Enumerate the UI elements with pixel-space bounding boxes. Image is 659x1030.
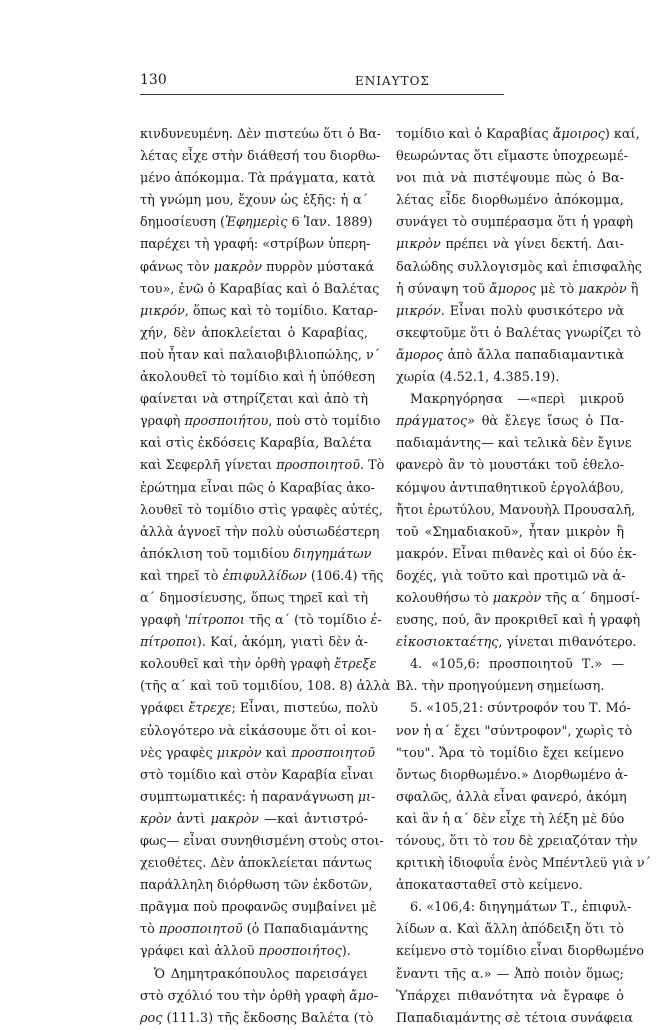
page-header	[140, 72, 504, 90]
text-segment: ἡ σύναψη τοῦ	[396, 281, 490, 297]
text-segment: παράλληλη διόρθωση τῶν ἐκδοτῶν,	[140, 878, 373, 894]
text-line	[140, 124, 382, 146]
text-segment: κριτικὴ ἰδιοφυΐα ἑνὸς Μπέντλεϋ γιὰ ν΄	[396, 856, 652, 872]
text-line	[140, 500, 383, 522]
text-line	[396, 853, 652, 875]
text-segment: τὸ	[140, 922, 159, 938]
text-segment: φάνως τὸν	[140, 259, 214, 275]
text-line	[396, 1008, 634, 1030]
text-line	[140, 964, 368, 986]
text-segment: καὶ ἂν ἡ α΄ δὲν εἶχε τὴ λέξη μὲ δύο	[396, 811, 625, 827]
text-segment: ἀλλὰ ἀγνοεῖ τὴν πολὺ οὐσιωδέστερη	[140, 524, 380, 540]
text-line	[396, 610, 641, 632]
text-line	[396, 544, 637, 566]
text-line	[396, 168, 624, 190]
left-text-column	[140, 124, 391, 1030]
text-line	[140, 190, 368, 212]
text-segment: καὶ Σεφερλῆ γίνεται	[140, 458, 277, 474]
text-line	[140, 234, 371, 256]
text-line	[396, 367, 624, 389]
text-segment: δὲ χρειαζόταν τὴν	[514, 834, 638, 849]
text-line	[140, 323, 368, 345]
italic-text: προσποιήτος	[258, 944, 342, 960]
text-line	[140, 676, 391, 698]
text-line	[396, 500, 636, 522]
text-segment: 5. «105,21: σύντροφόν του Τ. Μό-	[410, 701, 631, 717]
text-segment: μένο ἀπόκομμα. Τὰ πράγματα, κατὰ	[140, 171, 376, 187]
text-segment: μακρόν. Εἶναι πιθανὲς καὶ οἱ δύο ἐκ-	[396, 546, 637, 562]
text-line	[396, 765, 628, 787]
italic-text: ρος	[140, 1010, 163, 1026]
text-segment: γραφὴ	[140, 414, 185, 430]
text-line	[140, 301, 378, 323]
text-line	[396, 632, 637, 654]
text-segment: Μακρηγόρησα —«περὶ μικροῦ	[410, 392, 624, 408]
text-line	[140, 919, 368, 941]
text-segment: τῆς α΄ δημοσί-	[541, 590, 640, 606]
text-line	[140, 632, 368, 654]
text-segment: δοχές, γιὰ τοῦτο καὶ προτιμῶ νὰ ἀ-	[396, 568, 626, 584]
text-segment: . Εἶναι πολὺ φυσικότερο νὰ	[440, 303, 624, 319]
text-line	[140, 875, 373, 897]
text-line	[396, 654, 624, 676]
text-segment: νὲς γραφὲς	[140, 745, 217, 761]
text-line	[140, 698, 379, 720]
text-segment: εὐλογότερο νὰ εἰκάσουμε ὅτι οἱ κοι-	[140, 723, 377, 739]
text-segment: χειοθέτες. Δὲν ἀποκλείεται πάντως	[140, 856, 372, 872]
text-segment: δημοσίευση (	[140, 215, 226, 231]
text-segment: λέτας εἶχε στὴν διάθεσή του διορθω-	[140, 149, 381, 165]
text-segment: γράφει	[140, 701, 189, 717]
italic-text: προσποιητοῦ	[158, 922, 243, 938]
text-line	[396, 831, 638, 853]
text-segment: τὴ γνώμη μου, ἔχουν ὡς ἑξῆς: ἡ α΄	[140, 193, 368, 209]
text-line	[396, 301, 624, 323]
text-line	[140, 588, 368, 610]
text-line	[140, 1008, 374, 1030]
text-segment: σφαλῶς, ἀλλὰ εἶναι φανερό, ἀκόμη	[396, 789, 627, 805]
text-line	[396, 389, 624, 411]
text-line	[140, 787, 376, 809]
text-line	[140, 212, 373, 234]
text-line	[396, 212, 633, 234]
text-line	[140, 721, 377, 743]
italic-text: του	[492, 834, 515, 849]
text-line	[140, 478, 375, 500]
italic-text: ἔτρεξε	[334, 657, 377, 673]
text-line	[140, 345, 381, 367]
text-line	[396, 455, 624, 477]
text-segment: λίδων α. Καὶ ἄλλη ἀπόδειξη ὅτι τὸ	[396, 922, 624, 938]
text-line	[140, 897, 377, 919]
text-segment: . Τὸ	[360, 458, 385, 474]
text-line	[140, 743, 376, 765]
text-line	[140, 455, 385, 477]
text-segment: ευσης, πού, ἂν προκριθεῖ καὶ ἡ γραφὴ	[396, 613, 641, 629]
text-segment: —καὶ ἀντιστρό-	[258, 811, 368, 827]
text-segment: πυρρὸν μύστακά	[262, 259, 375, 275]
text-line	[396, 566, 624, 588]
text-line	[140, 831, 384, 853]
text-line	[140, 544, 372, 566]
text-line	[140, 853, 372, 875]
text-segment: καὶ στὶς ἐκδόσεις Καραβία, Βαλέτα	[140, 436, 372, 452]
text-line	[140, 146, 381, 168]
text-line	[396, 478, 624, 500]
italic-text: μικρόν	[396, 303, 441, 319]
text-segment: (τῆς α΄ καὶ τοῦ τομιδίου, 108. 8) ἀλλὰ	[140, 679, 391, 695]
italic-text: προσποιήτου	[184, 414, 269, 430]
text-line	[396, 964, 624, 986]
italic-text: μακρὸν	[578, 281, 627, 297]
italic-text: μακρὸν	[210, 811, 259, 827]
text-line	[396, 323, 642, 345]
text-segment: του», ἐνῶ ὁ Καραβίας καὶ ὁ Βαλέτας	[140, 281, 380, 297]
text-segment: λέτας εἶδε διορθωμένο ἀπόκομμα,	[396, 193, 624, 209]
italic-text: προσποιητοῦ	[276, 458, 360, 474]
text-segment: ὄντως διορθωμένο.» Διορθωμένο ἀ-	[396, 767, 628, 783]
text-segment: τόνους, ὅτι τὸ	[396, 834, 493, 849]
text-line	[140, 389, 368, 411]
text-line	[396, 411, 624, 433]
text-line	[396, 941, 645, 963]
text-line	[140, 411, 381, 433]
text-line	[396, 588, 640, 610]
text-segment: ἀπὸ ἄλλα παπαδιαμαντικὰ	[443, 347, 624, 363]
text-segment: ).	[341, 944, 351, 960]
italic-text: μικρόν	[140, 303, 185, 319]
italic-text: ἄμοιρος	[552, 127, 605, 142]
italic-text: πίτροποι	[140, 635, 197, 651]
italic-text: ἐ-	[370, 613, 382, 629]
right-text-column	[396, 124, 652, 1030]
text-segment: χήν, δὲν ἀποκλείεται ὁ Καραβίας,	[140, 325, 368, 341]
text-segment: κολουθήσω τὸ	[396, 590, 493, 606]
text-line	[140, 610, 382, 632]
text-segment: θὰ ἔλεγε ἴσως ὁ Πα-	[474, 414, 624, 430]
text-line	[396, 257, 642, 279]
text-segment: κολουθεῖ καὶ τὴν ὀρθὴ γραφὴ	[140, 657, 335, 673]
text-segment: 4. «105,6: προσποιητοῦ Τ.» —	[410, 657, 624, 673]
text-segment: ἀποκατασταθεῖ στὸ κείμενο.	[396, 878, 583, 894]
text-line	[140, 433, 372, 455]
text-segment: κινδυνευμένη. Δὲν πιστεύω ὅτι ὁ Βα-	[140, 127, 382, 142]
italic-text: ἄμο-	[349, 988, 379, 1004]
text-line	[140, 986, 379, 1008]
text-line	[396, 787, 627, 809]
text-line	[140, 279, 380, 301]
text-segment: παρέχει τὴ γραφή: «στρίβων ὑπερη-	[140, 237, 371, 253]
text-segment: καὶ	[261, 745, 292, 761]
text-segment: 6. «106,4: διηγημάτων Τ., ἐπιφυλ-	[410, 900, 632, 916]
text-segment: κείμενο στὸ τομίδιο εἶναι διορθωμένο	[396, 944, 645, 960]
text-segment: ἀντὶ	[171, 811, 211, 827]
text-line	[396, 743, 624, 765]
text-segment: , ποὺ στὸ τομίδιο	[268, 414, 381, 430]
text-segment: , ὅπως καὶ τὸ τομίδιο. Καταρ-	[184, 303, 378, 319]
text-segment: (111.3) τῆς ἔκδοσης Βαλέτα (τὸ	[162, 1010, 374, 1026]
text-segment: ἀπόκλιση τοῦ τομιδίου	[140, 546, 294, 562]
text-segment: θεωρώντας ὅτι εἴμαστε ὑποχρεωμέ-	[396, 149, 628, 165]
text-line	[396, 279, 639, 301]
text-line	[396, 146, 628, 168]
text-line	[396, 522, 624, 544]
text-line	[140, 654, 377, 676]
text-segment: λουθεῖ τὸ τομίδιο στὶς γραφὲς αὐτές,	[140, 502, 383, 518]
text-segment: , γίνεται πιθανότερο.	[498, 635, 637, 651]
text-segment: τοῦ «Σημαδιακοῦ», ἦταν μικρὸν ἢ	[396, 524, 624, 540]
text-segment: ἐρώτημα εἶναι πῶς ὁ Καραβίας ἀκο-	[140, 480, 375, 496]
text-line	[140, 168, 376, 190]
text-segment: ἢ	[626, 281, 639, 297]
text-line	[396, 897, 632, 919]
text-segment: (ὁ Παπαδιαμάντης	[242, 922, 369, 938]
italic-text: κρὸν	[140, 811, 172, 827]
italic-text: ἐπιφυλλίδων	[222, 568, 307, 584]
text-segment: "του". Ἄρα τὸ τομίδιο ἔχει κείμενο	[396, 745, 624, 761]
text-segment: α΄ δημοσίευσης, ὅπως τηρεῖ καὶ τὴ	[140, 590, 368, 606]
italic-text: μικρὸν	[216, 745, 262, 761]
text-line	[140, 522, 380, 544]
italic-text: πράγματος»	[396, 414, 475, 430]
text-segment: χωρία (4.52.1, 4.385.19).	[396, 370, 560, 386]
text-segment: ). Καί, ἀκόμη, γιατὶ δὲν ἀ-	[196, 635, 368, 651]
text-segment: Βλ. τὴν προηγούμενη σημείωση.	[396, 679, 605, 695]
text-line	[396, 676, 624, 698]
italic-text: Ἐφημερὶς	[225, 215, 288, 231]
text-segment: καὶ τηρεῖ τὸ	[140, 568, 223, 584]
text-segment: Παπαδιαμάντης σὲ τέτοια συνάφεια	[396, 1010, 634, 1026]
italic-text: διηγημάτων	[293, 546, 372, 562]
text-segment: ἀκολουθεῖ τὸ τομίδιο καὶ ἡ ὑπόθεση	[140, 370, 375, 386]
text-segment: στὸ σχόλιό του τὴν ὀρθὴ γραφὴ	[140, 988, 350, 1004]
italic-text: μακρὸν	[492, 590, 542, 606]
header-rule	[140, 94, 504, 95]
text-segment: φως— εἶναι συνηθισμένη στοὺς στοι-	[140, 834, 384, 849]
text-line	[140, 765, 374, 787]
text-segment: ἔναντι τῆς α.» — Ἀπὸ ποιὸν ὅμως;	[396, 966, 624, 982]
italic-text: μι-	[357, 789, 376, 805]
text-line	[396, 190, 624, 212]
italic-text: ἄμορος	[396, 347, 444, 363]
text-segment: μὲ τὸ	[536, 281, 579, 297]
text-line	[140, 941, 368, 963]
text-segment: ) καί,	[604, 127, 640, 142]
text-segment: Ὑπάρχει πιθανότητα νὰ ἔγραφε ὁ	[396, 988, 624, 1004]
text-segment: νον ἡ α΄ ἔχει "σύντροφον", χωρὶς τὸ	[396, 723, 633, 739]
text-line	[396, 234, 624, 256]
page-number: 130	[140, 72, 167, 88]
text-segment: ποὺ ἦταν καὶ παλαιοβιβλιοπώλης, ν΄	[140, 347, 381, 363]
text-segment: δαλώδης συλλογισμὸς καὶ ἐπισφαλὴς	[396, 259, 642, 275]
text-line	[140, 367, 375, 389]
text-segment: 6 Ἰαν. 1889)	[287, 215, 373, 231]
text-segment: πρέπει νὰ γίνει δεκτή. Δαι-	[440, 237, 624, 253]
text-line	[396, 698, 631, 720]
text-line	[140, 566, 384, 588]
text-line	[140, 809, 368, 831]
text-segment: Ὁ Δημητρακόπουλος παρεισάγει	[154, 966, 368, 982]
text-line	[396, 345, 624, 367]
text-line	[396, 809, 624, 831]
text-segment: γραφὴ	[140, 613, 185, 629]
text-segment: φανερὸ ἂν τὸ μουστάκι τοῦ ἐθελο-	[396, 458, 624, 474]
text-segment: πρᾶγμα ποὺ προφανῶς συμβαίνει μὲ	[140, 900, 377, 916]
italic-text: μακρὸν	[213, 259, 263, 275]
italic-text: μικρὸν	[396, 237, 441, 253]
text-segment: ἤτοι ἐρωτύλου, Μανουὴλ Προυσαλῆ,	[396, 502, 636, 518]
text-line	[396, 721, 633, 743]
text-segment: φαίνεται νὰ στηρίζεται καὶ ἀπὸ τὴ	[140, 392, 368, 408]
text-segment: γράφει καὶ ἀλλοῦ	[140, 944, 259, 960]
italic-text: 'πίτροποι	[184, 613, 245, 629]
text-line	[396, 433, 632, 455]
italic-text: ἔτρεχε	[188, 701, 232, 717]
text-segment: συμπτωματικές: ἡ παρανάγνωση	[140, 789, 358, 805]
text-line	[396, 919, 624, 941]
text-segment: σκεφτοῦμε ὅτι ὁ Βαλέτας γνωρίζει τὸ	[396, 325, 642, 341]
text-line	[396, 986, 624, 1008]
text-line	[140, 257, 375, 279]
italic-text: προσποιητοῦ	[291, 745, 376, 761]
text-segment: ; Εἶναι, πιστεύω, πολὺ	[231, 701, 379, 717]
text-segment: παδιαμάντης— καὶ τελικὰ δὲν ἔγινε	[396, 436, 632, 452]
text-segment: νοι πιὰ νὰ πιστέψουμε πὼς ὁ Βα-	[396, 171, 624, 187]
text-segment: τῆς α΄ (τὸ τομίδιο	[244, 613, 371, 629]
text-line	[396, 124, 640, 146]
text-line	[396, 875, 624, 897]
text-segment: τομίδιο καὶ ὁ Καραβίας	[396, 127, 553, 142]
text-segment: στὸ τομίδιο καὶ στὸν Καραβία εἶναι	[140, 767, 374, 783]
text-segment: (106.4) τῆς	[306, 568, 384, 584]
italic-text: εἰκοσιοκταέτης	[396, 635, 499, 651]
text-segment: κόμψου ἀντιπαθητικοῦ ἐργολάβου,	[396, 480, 624, 496]
text-segment: συνάγει τὸ συμπέρασμα ὅτι ἡ γραφὴ	[396, 215, 633, 231]
running-title: ΕΝΙΑΥΤΟΣ	[355, 74, 430, 88]
italic-text: ἄμορος	[489, 281, 537, 297]
